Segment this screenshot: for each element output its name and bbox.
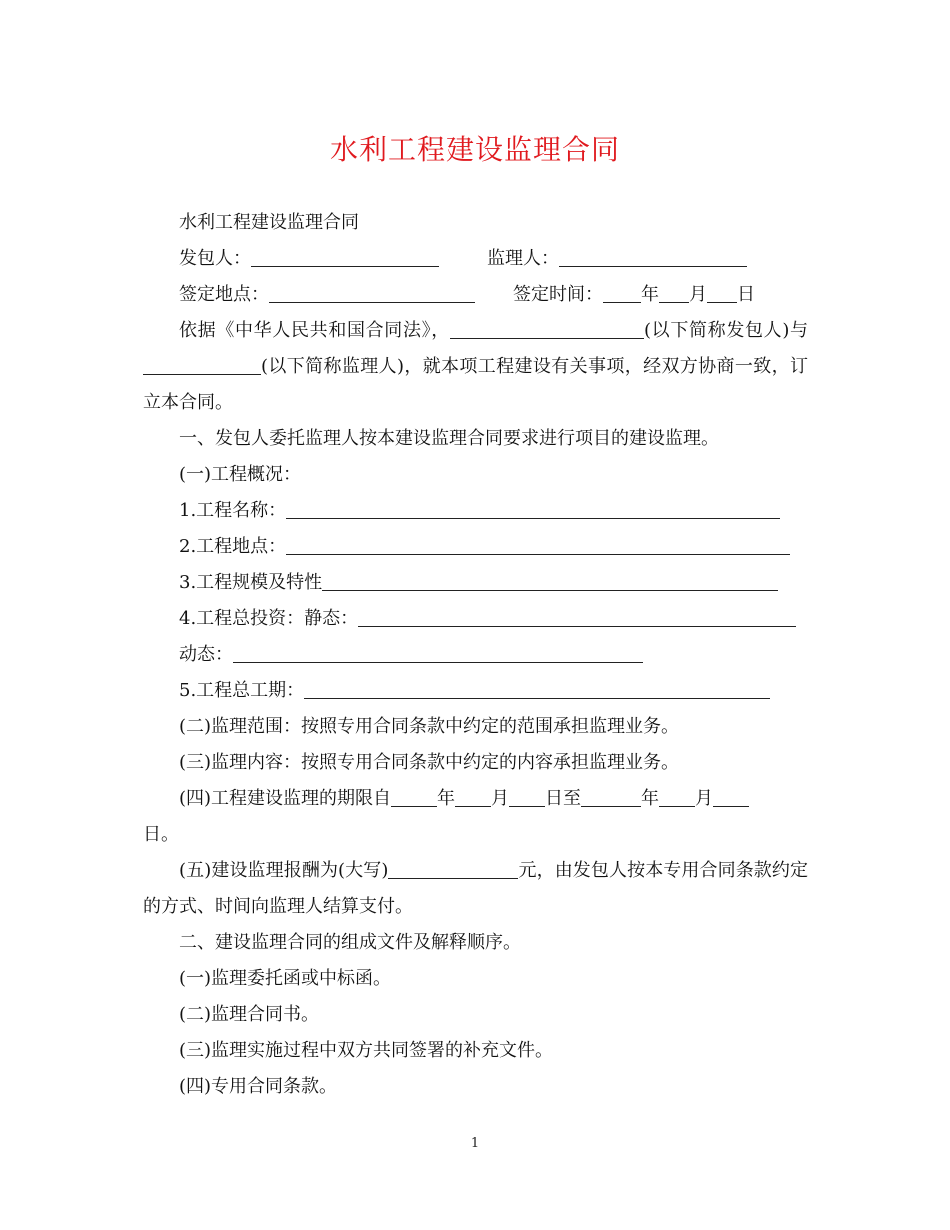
sign-month-blank[interactable]	[659, 280, 689, 303]
subtitle-line	[143, 205, 808, 241]
employer-blank[interactable]	[251, 244, 439, 267]
fee-label: (五)建设监理报酬为(大写)	[179, 860, 389, 881]
sign-day-blank[interactable]	[707, 280, 737, 303]
employer-label: 发包人：	[179, 248, 251, 269]
fee-text: 元，由发包人按本专用合同条款约定的方式、时间向监理人结算支付。	[143, 860, 809, 917]
doc-item-3	[143, 1033, 808, 1069]
item-project-investment	[143, 601, 808, 637]
period-end-text: 日。	[143, 824, 179, 845]
section-1-text: 一、发包人委托监理人按本建设监理合同要求进行项目的建设监理。	[179, 428, 719, 449]
doc-item-3-text: (三)监理实施过程中双方共同签署的补充文件。	[179, 1040, 554, 1061]
sign-year-blank[interactable]	[603, 280, 641, 303]
basis-text-b: (以下简称发包人)	[643, 320, 790, 341]
period-end-year-blank[interactable]	[581, 784, 641, 807]
document-body	[143, 205, 808, 1105]
investment-dynamic-label: 动态：	[179, 644, 233, 665]
project-location-blank[interactable]	[286, 532, 790, 555]
project-scale-label: 3.工程规模及特性	[179, 572, 323, 593]
doc-item-4-text: (四)专用合同条款。	[179, 1076, 338, 1097]
parties-line	[143, 241, 808, 277]
basis-text-d: (以下简称监理人)，就本项工程建设有关事项，经双方协商一致，订立本合同。	[143, 356, 808, 413]
section-2-heading	[143, 925, 808, 961]
investment-static-blank[interactable]	[358, 604, 796, 627]
item-investment-dynamic	[143, 637, 808, 673]
period-start-day-blank[interactable]	[509, 784, 545, 807]
subtitle-text: 水利工程建设监理合同	[179, 212, 359, 233]
subsection-2	[143, 709, 808, 745]
duration-blank[interactable]	[304, 676, 770, 699]
sign-place-blank[interactable]	[269, 280, 475, 303]
sign-line	[143, 277, 808, 313]
sign-place-label: 签定地点：	[179, 284, 269, 305]
duration-label: 5.工程总工期：	[179, 680, 305, 701]
subsection-4-end	[143, 817, 808, 853]
month-label: 月	[695, 788, 714, 809]
doc-item-1	[143, 961, 808, 997]
subsection-4	[143, 781, 808, 817]
item-project-duration	[143, 673, 808, 709]
doc-item-2	[143, 997, 808, 1033]
page-number: 1	[470, 1136, 480, 1151]
year-label: 年	[641, 788, 660, 809]
basis-text-a: 依据《中华人民共和国合同法》，	[179, 320, 450, 341]
item-project-name	[143, 493, 808, 529]
item-project-scale	[143, 565, 808, 601]
month-label: 月	[491, 788, 510, 809]
month-label: 月	[689, 284, 707, 305]
supervisor-blank[interactable]	[559, 244, 747, 267]
period-label: (四)工程建设监理的期限自	[179, 788, 392, 809]
item-project-location	[143, 529, 808, 565]
subsection-3-text: (三)监理内容：按照专用合同条款中约定的内容承担监理业务。	[179, 752, 680, 773]
period-end-month-blank[interactable]	[659, 784, 695, 807]
section-2-text: 二、建设监理合同的组成文件及解释顺序。	[179, 932, 521, 953]
subsection-5	[143, 853, 808, 925]
subsection-1-text: (一)工程概况：	[179, 464, 302, 485]
project-location-label: 2.工程地点：	[179, 536, 287, 557]
investment-dynamic-blank[interactable]	[233, 640, 643, 663]
doc-item-2-text: (二)监理合同书。	[179, 1004, 320, 1025]
subsection-3	[143, 745, 808, 781]
supervisor-name-blank[interactable]	[143, 352, 261, 375]
subsection-2-text: (二)监理范围：按照专用合同条款中约定的范围承担监理业务。	[179, 716, 680, 737]
year-label: 年	[641, 284, 659, 305]
basis-paragraph	[143, 313, 808, 421]
fee-amount-blank[interactable]	[388, 856, 518, 879]
investment-static-label: 4.工程总投资：静态：	[179, 608, 359, 629]
document-title: 水利工程建设监理合同	[329, 133, 620, 166]
sign-time-label: 签定时间：	[513, 284, 603, 305]
period-end-day-blank[interactable]	[713, 784, 749, 807]
day-label: 日	[737, 284, 755, 305]
year-label: 年	[437, 788, 456, 809]
period-start-month-blank[interactable]	[455, 784, 491, 807]
project-name-label: 1.工程名称：	[179, 500, 287, 521]
basis-text-c: 与	[789, 320, 809, 341]
period-to-label: 日至	[545, 788, 582, 809]
project-scale-blank[interactable]	[322, 568, 778, 591]
doc-item-4	[143, 1069, 808, 1105]
employer-name-blank[interactable]	[450, 316, 644, 339]
period-start-year-blank[interactable]	[391, 784, 437, 807]
subsection-1	[143, 457, 808, 493]
supervisor-label: 监理人：	[487, 248, 559, 269]
project-name-blank[interactable]	[286, 496, 780, 519]
doc-item-1-text: (一)监理委托函或中标函。	[179, 968, 392, 989]
section-1-heading	[143, 421, 808, 457]
